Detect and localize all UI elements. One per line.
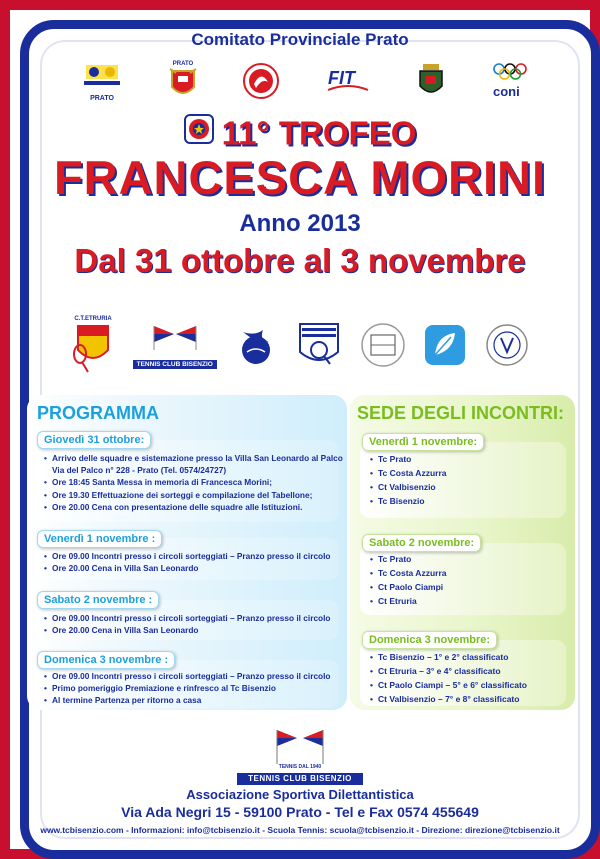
list-item: • Ct Etruria – 3° e 4° classificato — [370, 664, 527, 678]
programma-day-4-list — [44, 670, 331, 707]
swallow-logo-icon — [233, 322, 279, 368]
list-item: • Ct Paolo Ciampi — [370, 580, 447, 594]
organization-title: Comitato Provinciale Prato — [191, 30, 409, 49]
programma-day-3-list — [44, 612, 331, 636]
club-contacts: www.tcbisenzio.com - Informazioni: info@tcbisenzio.it - Scuola Tennis: scuola@tcbisenzio.it - Direzione: direzione@tcbisenzio.it — [40, 825, 560, 835]
list-item: • Ct Valbisenzio – 7° e 8° classificato — [370, 692, 527, 706]
sede-day-3-label: Domenica 3 novembre: — [362, 631, 497, 649]
programma-day-1-list — [44, 452, 343, 513]
club-name-banner: TENNIS CLUB BISENZIO — [237, 773, 363, 785]
trophy-year: Anno 2013 — [239, 210, 361, 237]
list-item: • Ct Etruria — [370, 594, 447, 608]
list-item: • Ore 09.00 Incontri presso i circoli sorteggiati – Pranzo presso il circolo — [44, 612, 331, 624]
sede-day-2-list — [370, 552, 447, 608]
programma-day-2-list — [44, 550, 331, 574]
sede-day-1-label: Venerdì 1 novembre: — [362, 433, 484, 451]
list-item: • Tc Prato — [370, 452, 447, 466]
trophy-edition: 11° TROFEO — [0, 112, 600, 152]
svg-text:coni: coni — [493, 84, 520, 99]
trophy-dates: Dal 31 ottobre al 3 novembre — [74, 242, 526, 279]
list-item: • Tc Bisenzio – 1° e 2° classificato — [370, 650, 527, 664]
sede-day-3-list — [370, 650, 527, 706]
club-address: Via Ada Negri 15 - 59100 Prato - Tel e Fax 0574 455649 — [121, 804, 479, 820]
list-item: • Ore 20.00 Cena con presentazione delle squadre alle Istituzioni. — [44, 501, 343, 513]
list-item: • Tc Costa Azzurra — [370, 466, 447, 480]
programma-day-4-label: Domenica 3 novembre : — [37, 651, 175, 669]
list-item: • Primo pomeriggio Premiazione e rinfresco al Tc Bisenzio — [44, 682, 331, 694]
fit-logo-icon — [324, 66, 372, 96]
list-item: • Ct Valbisenzio — [370, 480, 447, 494]
leaf-logo-icon — [423, 323, 467, 367]
coni-logo-icon — [490, 61, 530, 101]
list-item: • Ore 09.00 Incontri presso i circoli sorteggiati – Pranzo presso il circolo — [44, 670, 331, 682]
sede-day-2-label: Sabato 2 novembre: — [362, 534, 481, 552]
list-item: • Ore 20.00 Cena in Villa San Leonardo — [44, 624, 331, 636]
list-item: • Al termine Partenza per ritorno a casa — [44, 694, 331, 706]
circolo-paolo-ciampi-logo-icon — [359, 321, 407, 369]
list-item: • Tc Costa Azzurra — [370, 566, 447, 580]
club-flags-logo-icon — [265, 726, 335, 768]
programma-day-1-label: Giovedì 31 ottobre: — [37, 431, 151, 449]
programma-day-2-label: Venerdì 1 novembre : — [37, 530, 162, 548]
list-item: • Ore 09.00 Incontri presso i circoli sorteggiati – Pranzo presso il circolo — [44, 550, 331, 562]
trophy-name: FRANCESCA MORINI — [53, 151, 547, 204]
list-item: Via del Palco n° 228 - Prato (Tel. 0574/24727) — [52, 465, 227, 476]
club-logo-row — [70, 310, 530, 380]
sede-title: SEDE DEGLI INCONTRI: — [357, 403, 565, 423]
club-since: TENNIS DAL 1940 — [278, 764, 322, 770]
association-type: Associazione Sportiva Dilettantistica — [186, 787, 414, 802]
list-item: • Tc Bisenzio — [370, 494, 447, 508]
list-item: • Tc Prato — [370, 552, 447, 566]
provincia-prato-crest-icon — [416, 62, 446, 100]
trophy-badge-icon — [184, 114, 214, 152]
comune-prato-crest-icon: PRATO — [168, 61, 198, 101]
list-item: • Ore 20.00 Cena in Villa San Leonardo — [44, 562, 331, 574]
list-item: • Ct Paolo Ciampi – 5° e 6° classificato — [370, 678, 527, 692]
institution-logo-row — [80, 56, 530, 106]
list-item: • Ore 18:45 Santa Messa in memoria di Francesca Morini; — [44, 476, 343, 488]
svg-text:FIT: FIT — [328, 68, 355, 88]
tc-costa-azzurra-logo-icon — [296, 320, 342, 370]
programma-title: PROGRAMMA — [37, 403, 159, 423]
list-item: • Ore 19.30 Effettuazione dei sorteggi e compilazione del Tabellone; — [44, 489, 343, 501]
prato-sport-logo-icon: PRATO — [80, 61, 124, 102]
list-item: • Arrivo delle squadre e sistemazione presso la Villa San Leonardo al Palco — [44, 452, 343, 464]
ct-valbisenzio-logo-icon — [484, 322, 530, 368]
provincia-toscana-logo-icon — [242, 62, 280, 100]
sede-day-1-list — [370, 452, 447, 508]
ct-etruria-logo-icon: C.T.ETRURIA — [70, 316, 116, 374]
programma-day-3-label: Sabato 2 novembre : — [37, 591, 159, 609]
tennis-club-bisenzio-logo-icon: TENNIS CLUB BISENZIO — [133, 322, 217, 369]
